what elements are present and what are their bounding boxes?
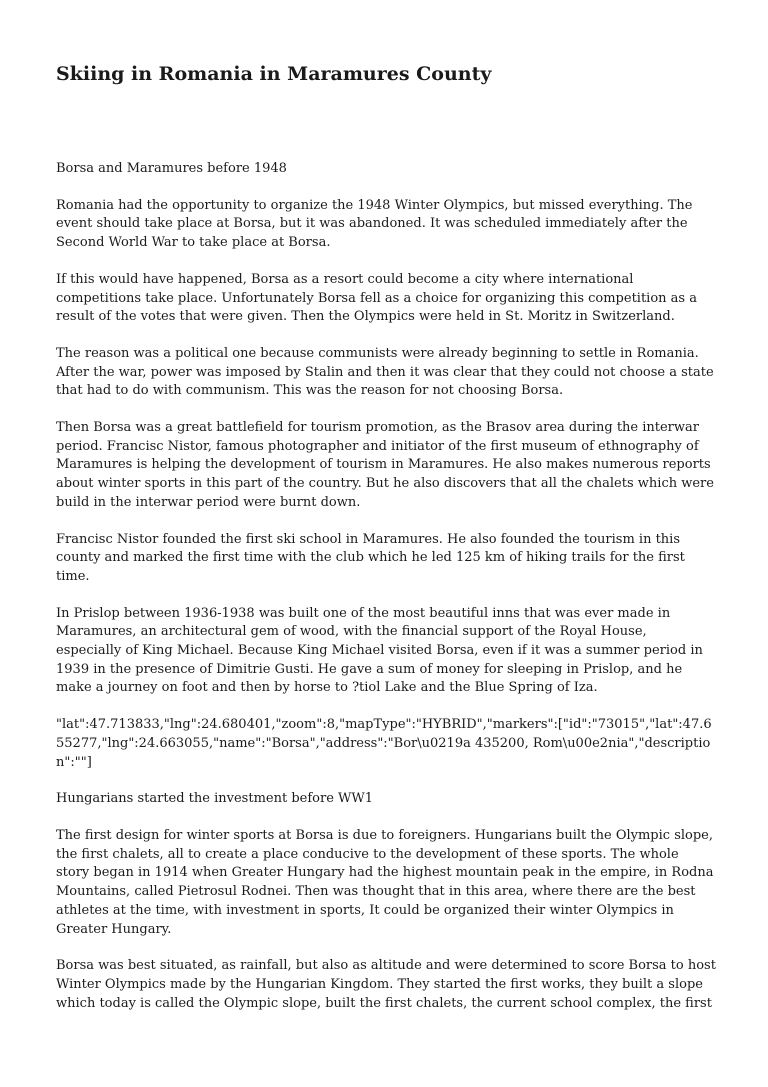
paragraph-winter-olympics: Romania had the opportunity to organize the 1948 Winter Olympics, but missed everything. The event should take place at Borsa, but it was abandoned. It was scheduled immediately after the Second World War to take place at Borsa. — [56, 197, 693, 251]
paragraph-map-json: "lat":47.713833,"lng":24.680401,"zoom":8,"mapType":"HYBRID","markers":["id":"73015","lat":47.655277,"lng":24.663055,"name":"Borsa","address":"Bor\u0219a 435200, Rom\u00e2nia","description":""] — [56, 717, 712, 770]
document-body — [56, 160, 716, 1031]
paragraph-first-design: The first design for winter sports at Borsa is due to foreigners. Hungarians built the Olympic slope, the first chalets, all to create a place conducive to the development of these sports. The whole story began in 1914 when Greater Hungary had the highest mountain peak in the empire, in Rodna Mountains, called Pietrosul Rodnei. Then was thought that in this area, where there are the best athletes at the time, with investment in sports, It could be organized their winter Olympics in Greater Hungary. — [56, 827, 714, 937]
section-heading-hungarians-ww1: Hungarians started the investment before WW1 — [56, 791, 374, 807]
paragraph-best-situated: Borsa was best situated, as rainfall, but also as altitude and were determined to score Borsa to host Winter Olympics made by the Hungarian Kingdom. They started the first works, they built a slope which today is called the Olympic slope, built the first chalets, the current school complex, the first — [56, 958, 716, 1011]
paragraph-political-reason: The reason was a political one because communists were already beginning to settle in Romania. After the war, power was imposed by Stalin and then it was clear that they could not choose a state that had to do with communism. This was the reason for not choosing Borsa. — [56, 345, 714, 399]
section-heading-borsa-before-1948: Borsa and Maramures before 1948 — [56, 161, 287, 176]
paragraph-prislop-inn: In Prislop between 1936-1938 was built one of the most beautiful inns that was ever made in Maramures, an architectural gem of wood, with the financial support of the Royal House, especially of King Michael. Because King Michael visited Borsa, even if it was a summer period in 1939 in the presence of Dimitrie Gusti. He gave a sum of money for sleeping in Prislop, and he make a journey on foot and then by horse to ?tiol Lake and the Blue Spring of Iza. — [56, 605, 703, 696]
paragraph-resort-votes: If this would have happened, Borsa as a resort could become a city where international competitions take place. Unfortunately Borsa fell as a choice for organizing this competition as a result of the votes that were given. Then the Olympics were held in St. Moritz in Switzerland. — [56, 271, 697, 325]
document-title: Skiing in Romania in Maramures County — [56, 63, 492, 85]
paragraph-tourism-promotion: Then Borsa was a great battlefield for tourism promotion, as the Brasov area during the interwar period. Francisc Nistor, famous photographer and initiator of the first museum of ethnography of Maramures is helping the development of tourism in Maramures. He also makes numerous reports about winter sports in this part of the country. But he also discovers that all the chalets which were build in the interwar period were burnt down. — [56, 420, 714, 510]
paragraph-ski-school: Francisc Nistor founded the first ski school in Maramures. He also founded the tourism in this county and marked the first time with the club which he led 125 km of hiking trails for the first time. — [56, 531, 685, 584]
